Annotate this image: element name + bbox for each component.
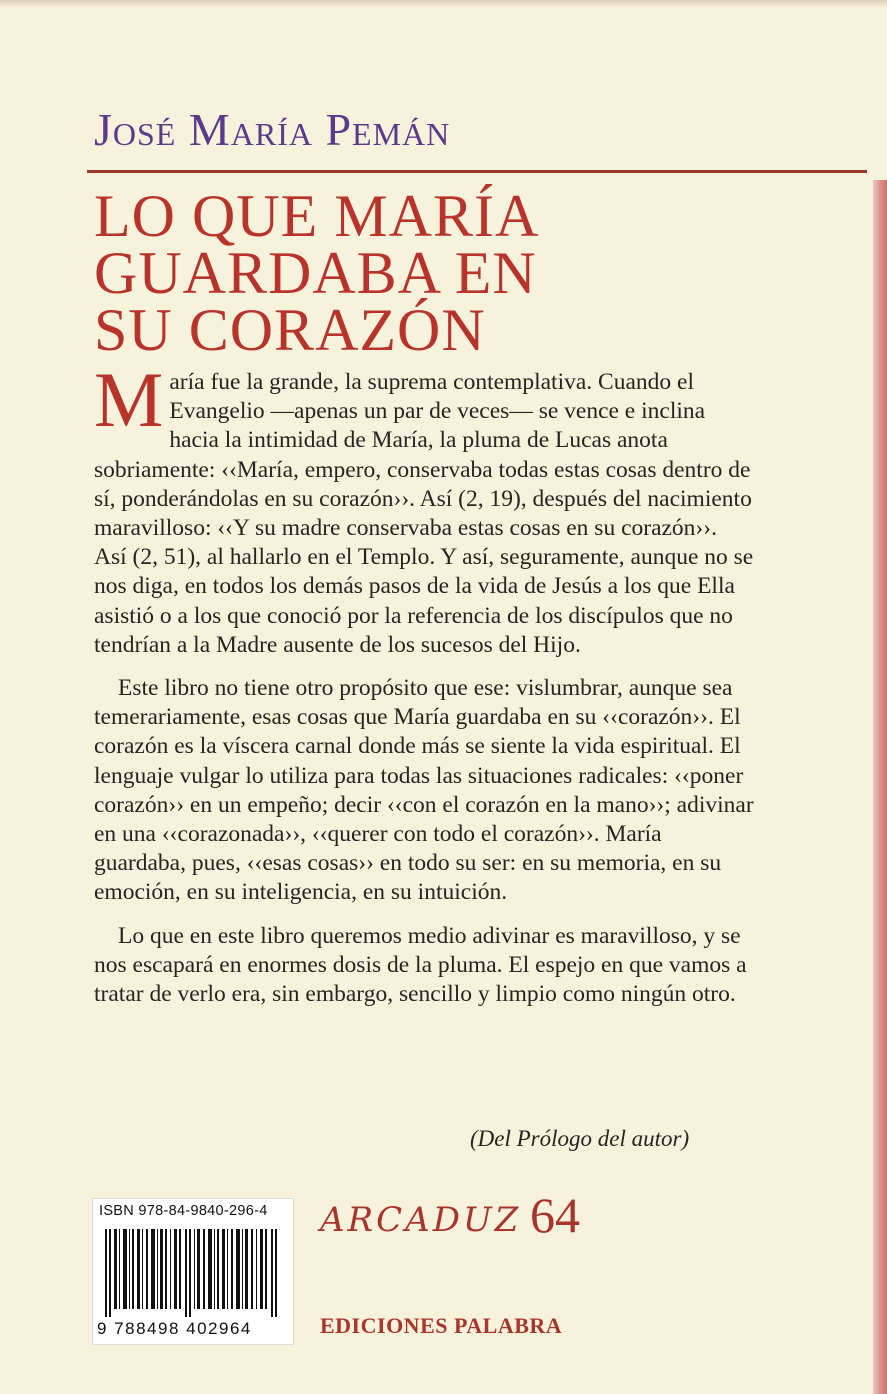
book-title: [94, 183, 540, 363]
barcode-number: 9 788498 402964: [97, 1319, 252, 1338]
series-name: ARCADUZ: [320, 1200, 522, 1240]
spine-edge: [873, 180, 887, 1394]
blurb-text: [94, 356, 754, 1023]
title-line-1: LO QUE MARÍA: [94, 183, 540, 249]
barcode-label: [92, 1198, 294, 1345]
author-name: José María Pemán: [94, 104, 451, 155]
top-shadow: [0, 0, 887, 8]
paragraph-2: Este libro no tiene otro propósito que ese: vislumbrar, aunque sea temerariamente, esas cosas que María guardaba en su ‹‹corazón››. El corazón es la víscera carnal donde más se siente la vida espiritual. El lenguaje vulgar lo utiliza para todas las situaciones radicales: ‹‹poner corazón›› en un empeño; decir ‹‹con el corazón en la mano››; adivinar en una ‹‹corazonada››, ‹‹querer con todo el corazón››. María guardaba, pues, ‹‹esas cosas›› en todo su ser: en su memoria, en su emoción, en su inteligencia, en su intuición.: [94, 675, 754, 906]
paragraph-3: Lo que en este libro queremos medio adivinar es maravilloso, y se nos escapará en enormes dosis de la pluma. El espejo en que vamos a tratar de verlo era, sin embargo, sencillo y limpio como ningún otro.: [94, 922, 747, 1008]
divider-rule: [87, 170, 867, 173]
series-number: 64: [530, 1187, 580, 1243]
barcode-icon: [105, 1229, 281, 1317]
drop-cap: M: [94, 356, 164, 443]
paragraph-1-text: aría fue la grande, la suprema contemplativa. Cuando el Evangelio —apenas un par de veces— se vence e inclina hacia la intimidad de María, la pluma de Lucas anota sobriamente: ‹‹María, empero, conservaba todas estas cosas dentro de sí, ponderándolas en su corazón››. Así (2, 19), después del nacimiento maravilloso: ‹‹Y su madre conservaba estas cosas en su corazón››. Así (2, 51), al hallarlo en el Templo. Y así, seguramente, aunque no se nos diga, en todos los demás pasos de la vida de Jesús a los que Ella asistió o a los que conoció por la referencia de los discípulos que no tendrían a la Madre ausente de los sucesos del Hijo.: [94, 369, 754, 658]
title-line-3: SU CORAZÓN: [94, 297, 486, 363]
isbn-text: ISBN 978-84-9840-296-4: [99, 1203, 268, 1219]
paragraph-1: [94, 356, 754, 660]
attribution: (Del Prólogo del autor): [470, 1126, 690, 1151]
publisher-name: EDICIONES PALABRA: [320, 1313, 563, 1338]
title-line-2: GUARDABA EN: [94, 240, 537, 306]
